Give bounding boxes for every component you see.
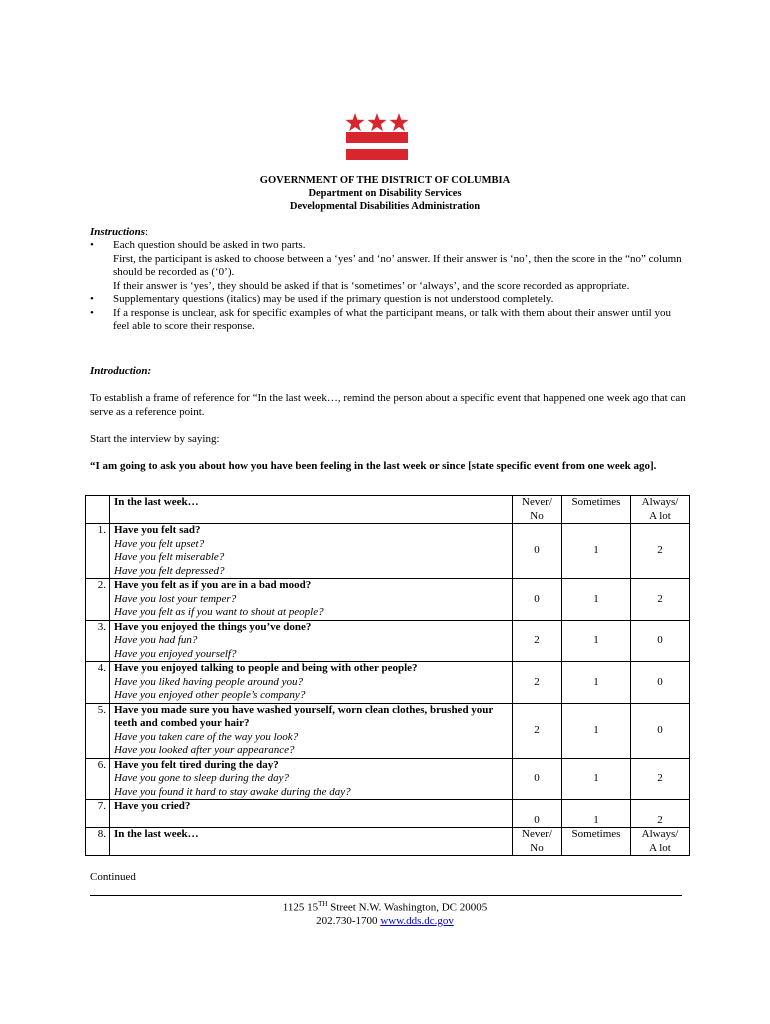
question-number: 1. — [86, 524, 110, 579]
score-never[interactable]: 2 — [513, 662, 562, 704]
introduction-paragraph: To establish a frame of reference for “In the last week…, remind the person about a specific event that happened one week ago that can serve as a reference point. — [90, 392, 686, 418]
row8-never: Never/ No — [513, 828, 562, 856]
interview-quote: “I am going to ask you about how you have been feeling in the last week or since [state specific event from one week ago]. — [90, 460, 657, 472]
footer — [0, 898, 770, 929]
table-row — [86, 800, 690, 828]
dc-flag-logo — [345, 113, 409, 161]
header-government: GOVERNMENT OF THE DISTRICT OF COLUMBIA — [259, 175, 511, 186]
header-department: Department on Disability Services — [308, 188, 462, 199]
instruction-item: • Each question should be asked in two parts. First, the participant is asked to choose between a ‘yes’ and ‘no’ answer. If their answer is ‘no’, then the score in the “no” column should be recorded as (‘0’). If their answer is ‘yes’, they should be asked if that is ‘sometimes’ or ‘always’, and the score recorded as appropriate. — [90, 239, 682, 292]
footer-address: 1125 15TH Street N.W. Washington, DC 20005 — [282, 900, 488, 914]
question-cell: Have you felt tired during the day? Have you gone to sleep during the day? Have you found it hard to stay awake during the day? — [110, 758, 513, 800]
score-sometimes[interactable]: 1 — [562, 758, 631, 800]
flag-star-3 — [389, 113, 408, 131]
score-never[interactable]: 0 — [513, 524, 562, 579]
header-sometimes: Sometimes — [562, 496, 631, 524]
bullet-icon: • — [90, 239, 94, 251]
score-always[interactable]: 2 — [631, 524, 690, 579]
table-row — [86, 828, 690, 856]
header-always: Always/ A lot — [631, 496, 690, 524]
score-sometimes[interactable]: 1 — [562, 620, 631, 662]
flag-bar-2 — [346, 149, 408, 160]
question-number: 7. — [86, 800, 110, 828]
score-never[interactable]: 0 — [513, 758, 562, 800]
score-always[interactable]: 0 — [631, 662, 690, 704]
instruction-item: • Supplementary questions (italics) may be used if the primary question is not understood completely. — [90, 293, 554, 305]
introduction-title: Introduction: — [90, 365, 152, 377]
flag-star-2 — [367, 113, 386, 131]
table-row — [86, 579, 690, 621]
table-row — [86, 620, 690, 662]
question-number: 6. — [86, 758, 110, 800]
question-number: 2. — [86, 579, 110, 621]
start-interview-text: Start the interview by saying: — [90, 433, 220, 445]
score-always[interactable]: 0 — [631, 620, 690, 662]
flag-star-1 — [345, 113, 364, 131]
score-sometimes[interactable]: 1 — [562, 579, 631, 621]
header-never: Never/ No — [513, 496, 562, 524]
table-header-row — [86, 496, 690, 524]
header-administration: Developmental Disabilities Administration — [289, 201, 481, 212]
question-number: 5. — [86, 703, 110, 758]
question-number: 3. — [86, 620, 110, 662]
footer-contact: 202.730-1700 www.dds.dc.gov — [316, 915, 454, 928]
question-cell: Have you enjoyed the things you’ve done? Have you had fun? Have you enjoyed yourself? — [110, 620, 513, 662]
row8-always: Always/ A lot — [631, 828, 690, 856]
score-always[interactable]: 2 — [631, 758, 690, 800]
score-always[interactable]: 0 — [631, 703, 690, 758]
footer-divider — [90, 895, 682, 896]
table-row — [86, 703, 690, 758]
score-always[interactable]: 2 — [631, 800, 690, 828]
questions-table — [85, 495, 690, 856]
header-label: In the last week… — [110, 496, 513, 524]
bullet-icon: • — [90, 293, 94, 305]
score-never[interactable]: 0 — [513, 800, 562, 828]
score-never[interactable]: 2 — [513, 703, 562, 758]
question-number: 4. — [86, 662, 110, 704]
row8-label: In the last week… — [110, 828, 513, 856]
question-cell: Have you felt sad? Have you felt upset? Have you felt miserable? Have you felt depressed? — [110, 524, 513, 579]
flag-bar-1 — [346, 132, 408, 143]
instruction-item: • If a response is unclear, ask for specific examples of what the participant means, or talk with them about their answer until you feel able to score their response. — [90, 306, 671, 332]
score-sometimes[interactable]: 1 — [562, 662, 631, 704]
table-row — [86, 524, 690, 579]
score-never[interactable]: 0 — [513, 579, 562, 621]
score-sometimes[interactable]: 1 — [562, 703, 631, 758]
score-never[interactable]: 2 — [513, 620, 562, 662]
instructions-list — [90, 239, 690, 334]
table-row — [86, 662, 690, 704]
instructions-title: Instructions: — [90, 226, 149, 238]
score-always[interactable]: 2 — [631, 579, 690, 621]
letterhead — [0, 174, 770, 213]
question-number: 8. — [86, 828, 110, 856]
row8-sometimes: Sometimes — [562, 828, 631, 856]
score-sometimes[interactable]: 1 — [562, 524, 631, 579]
table-row — [86, 758, 690, 800]
question-cell: Have you felt as if you are in a bad mood? Have you lost your temper? Have you felt as if you want to shout at people? — [110, 579, 513, 621]
continued-label: Continued — [90, 871, 136, 883]
question-cell: Have you made sure you have washed yourself, worn clean clothes, brushed your teeth and combed your hair? Have you taken care of the way you look? Have you looked after your appearance? — [110, 703, 513, 758]
website-link[interactable]: www.dds.dc.gov — [380, 915, 454, 928]
score-sometimes[interactable]: 1 — [562, 800, 631, 828]
bullet-icon: • — [90, 306, 94, 319]
question-cell: Have you cried? — [110, 800, 513, 828]
question-cell: Have you enjoyed talking to people and being with other people? Have you liked having people around you? Have you enjoyed other people’s company? — [110, 662, 513, 704]
